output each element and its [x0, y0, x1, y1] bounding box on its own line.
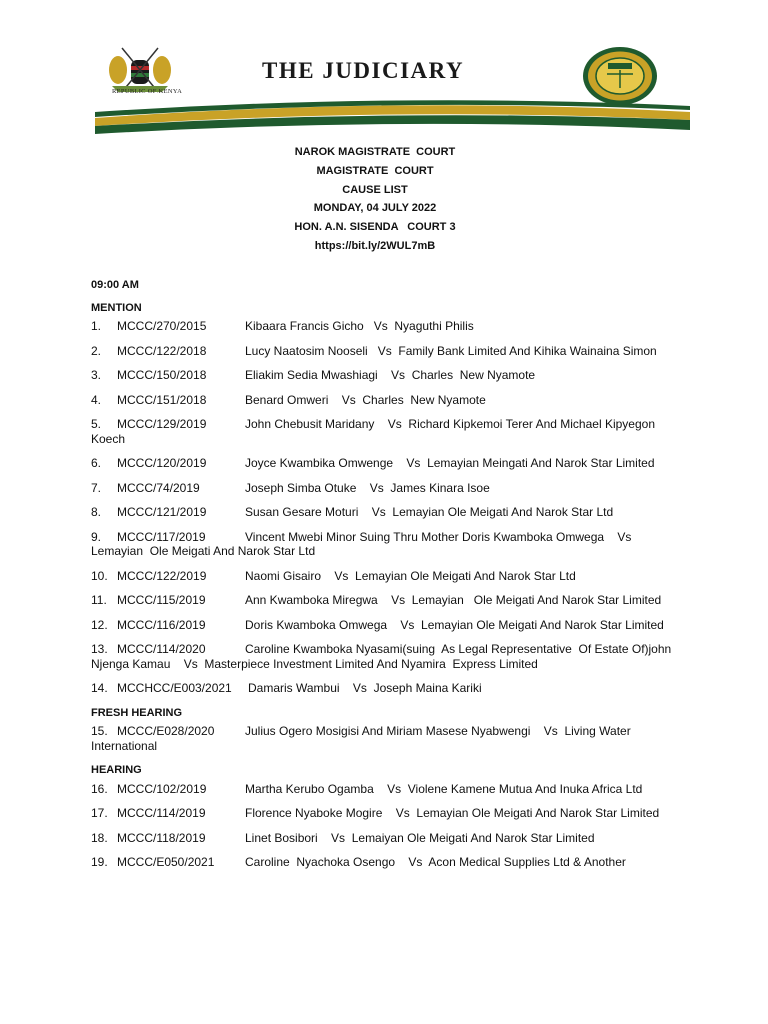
case-parties: Vincent Mwebi Minor Suing Thru Mother Doris Kwamboka Omwega Vs Lemayian Ole Meigati And Narok Star Ltd	[91, 529, 635, 558]
case-number: MCCC/E050/2021	[117, 855, 215, 869]
letterhead-title: THE JUDICIARY	[262, 58, 465, 83]
meeting-link[interactable]: https://bit.ly/2WUL7mB	[314, 239, 436, 252]
court-name: NAROK MAGISTRATE COURT	[294, 146, 456, 158]
judge-court: HON. A.N. SISENDA COURT 3	[294, 221, 456, 234]
entry-number: 12.	[91, 617, 108, 632]
case-entry	[91, 593, 681, 608]
case-parties: John Chebusit Maridany Vs Richard Kipkemoi Terer And Michael Kipyegon Koech	[91, 417, 659, 446]
case-number: MCCC/121/2019	[117, 505, 207, 519]
entry-number: 5.	[91, 417, 102, 431]
case-number: MCCC/114/2019	[117, 806, 206, 820]
entry-number: 2.	[91, 343, 102, 358]
case-parties: Ann Kwamboka Miregwa Vs Lemayian Ole Meigati And Narok Star Limited	[245, 593, 662, 607]
entry-number: 8.	[91, 505, 102, 519]
kenya-coat-of-arms-icon	[109, 48, 171, 92]
case-parties: Martha Kerubo Ogamba Vs Violene Kamene Mutua And Inuka Africa Ltd	[245, 781, 643, 796]
case-entry	[91, 724, 681, 753]
subcourt-name: MAGISTRATE COURT	[316, 164, 434, 177]
case-number: MCCC/115/2019	[117, 593, 206, 607]
case-entry	[91, 855, 681, 870]
case-number: MCCC/151/2018	[117, 392, 207, 407]
sections-container	[91, 301, 681, 870]
case-parties: Caroline Kwamboka Nyasami(suing As Legal Representative Of Estate Of)john Njenga Kamau Vs Masterpiece Investment Limited And Nyamira Express Limited	[91, 642, 675, 671]
case-entry	[91, 681, 681, 696]
case-number: MCCC/74/2019	[117, 480, 200, 495]
entry-number: 17.	[91, 806, 108, 820]
case-parties: Florence Nyaboke Mogire Vs Lemayian Ole Meigati And Narok Star Limited	[245, 806, 660, 820]
case-entry	[91, 530, 681, 559]
section-title: FRESH HEARING	[91, 706, 183, 719]
case-parties: Susan Gesare Moturi Vs Lemayian Ole Meigati And Narok Star Ltd	[245, 505, 614, 519]
case-number: MCCC/122/2018	[117, 343, 207, 358]
session-time: 09:00 AM	[91, 279, 139, 291]
cause-list-heading	[0, 143, 750, 256]
entry-number: 4.	[91, 392, 102, 407]
case-entry	[91, 806, 681, 821]
case-parties: Naomi Gisairo Vs Lemayian Ole Meigati And Narok Star Ltd	[245, 568, 576, 583]
section-title: MENTION	[91, 301, 142, 314]
case-parties: Julius Ogero Mosigisi And Miriam Masese Nyabwengi Vs Living Water International	[91, 724, 635, 753]
entry-number: 18.	[91, 830, 108, 845]
case-entry	[91, 642, 681, 671]
list-type: CAUSE LIST	[342, 183, 408, 196]
entry-number: 7.	[91, 480, 102, 495]
republic-label: REPUBLIC OF KENYA	[112, 88, 183, 95]
list-date: MONDAY, 04 JULY 2022	[313, 202, 437, 215]
case-parties: Eliakim Sedia Mwashiagi Vs Charles New Nyamote	[245, 368, 536, 382]
entry-number: 3.	[91, 368, 102, 382]
case-entry	[91, 481, 681, 496]
section-title: HEARING	[91, 764, 142, 776]
entry-number: 9.	[91, 529, 102, 544]
case-number: MCCC/129/2019	[117, 417, 207, 431]
case-parties: Kibaara Francis Gicho Vs Nyaguthi Philis	[245, 319, 474, 333]
case-entry	[91, 456, 681, 471]
case-entry	[91, 569, 681, 584]
case-entry	[91, 368, 681, 383]
case-entry	[91, 782, 681, 797]
case-number: MCCC/E028/2020	[117, 724, 215, 738]
case-number: MCCC/150/2018	[117, 368, 207, 382]
case-parties: Joseph Simba Otuke Vs James Kinara Isoe	[245, 480, 490, 495]
entry-number: 14.	[91, 681, 108, 695]
case-parties: Doris Kwamboka Omwega Vs Lemayian Ole Meigati And Narok Star Limited	[245, 617, 664, 632]
case-number: MCCC/122/2019	[117, 568, 207, 583]
entry-number: 13.	[91, 642, 108, 656]
case-parties: Damaris Wambui Vs Joseph Maina Kariki	[248, 681, 482, 695]
case-number: MCCC/114/2020	[117, 642, 206, 656]
entry-number: 19.	[91, 855, 108, 869]
case-entry	[91, 618, 681, 633]
case-entry	[91, 393, 681, 408]
case-number: MCCC/102/2019	[117, 781, 207, 796]
case-parties: Benard Omweri Vs Charles New Nyamote	[245, 392, 486, 407]
case-parties: Caroline Nyachoka Osengo Vs Acon Medical Supplies Ltd & Another	[245, 855, 626, 869]
judiciary-seal-icon	[583, 47, 657, 105]
entry-number: 6.	[91, 456, 102, 470]
entry-number: 15.	[91, 724, 108, 738]
case-number: MCCC/118/2019	[117, 830, 206, 845]
case-number: MCCC/120/2019	[117, 456, 207, 470]
case-parties: Lucy Naatosim Nooseli Vs Family Bank Limited And Kihika Wainaina Simon	[245, 343, 657, 358]
case-entry	[91, 417, 681, 446]
case-entry	[91, 319, 681, 334]
entry-number: 1.	[91, 319, 102, 333]
entry-number: 16.	[91, 781, 108, 796]
case-entry	[91, 344, 681, 359]
case-number: MCCC/270/2015	[117, 319, 207, 333]
case-parties: Linet Bosibori Vs Lemaiyan Ole Meigati And Narok Star Limited	[245, 830, 595, 845]
case-number: MCCHCC/E003/2021	[117, 681, 232, 695]
case-entry	[91, 505, 681, 520]
entry-number: 10.	[91, 568, 108, 583]
entry-number: 11.	[91, 593, 107, 607]
case-entry	[91, 831, 681, 846]
cause-list	[91, 278, 681, 880]
case-number: MCCC/117/2019	[117, 529, 206, 544]
judiciary-letterhead	[0, 0, 768, 140]
case-parties: Joyce Kwambika Omwenge Vs Lemayian Meingati And Narok Star Limited	[245, 456, 655, 470]
case-number: MCCC/116/2019	[117, 617, 206, 632]
